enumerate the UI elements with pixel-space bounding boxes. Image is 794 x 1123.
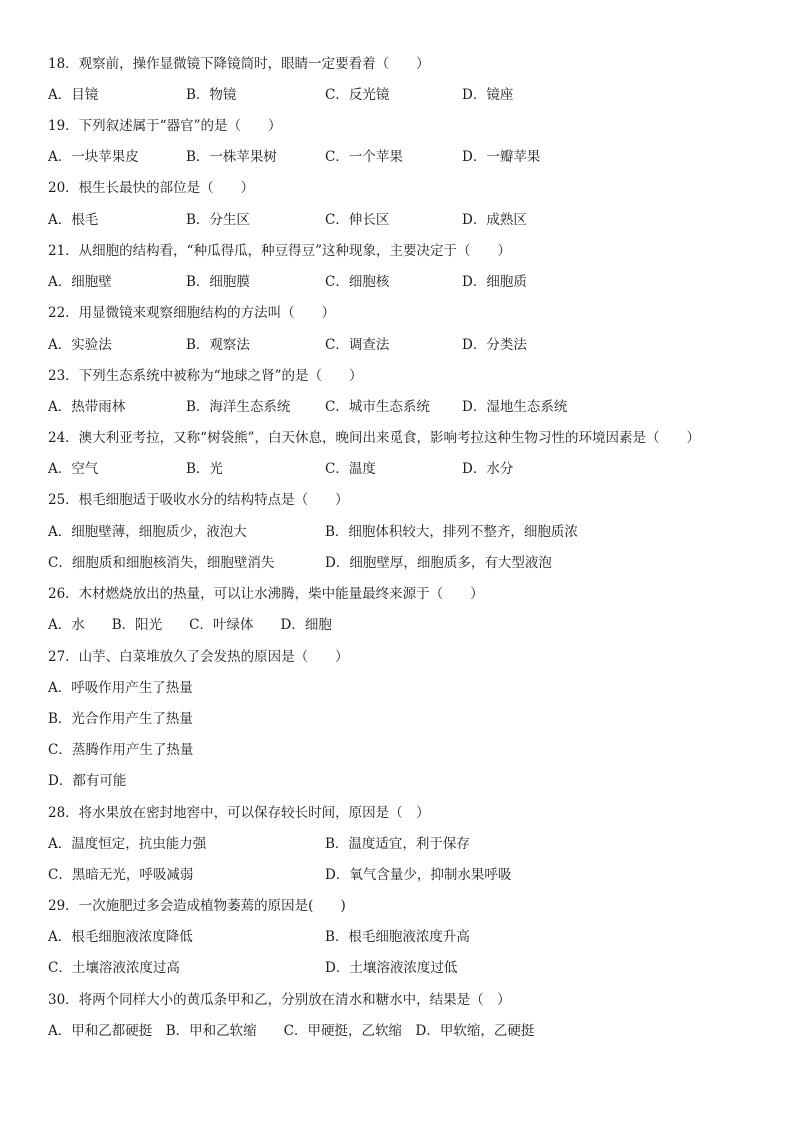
option: C．蒸腾作用产生了热量 — [48, 742, 194, 758]
option: B．一株苹果树 — [186, 149, 277, 165]
option-row-inline: A．甲和乙都硬挺 B．甲和乙软缩 C．甲硬挺，乙软缩 D．甲软缩，乙硬挺 — [48, 1023, 535, 1039]
option: A．空气 — [48, 461, 99, 477]
option: D．镜座 — [462, 87, 514, 103]
option: B．根毛细胞液浓度升高 — [325, 929, 470, 945]
option: C．伸长区 — [325, 212, 390, 228]
question-stem: 18．观察前，操作显微镜下降镜筒时，眼睛一定要看着（ ） — [48, 56, 430, 72]
option: C．温度 — [325, 461, 376, 477]
option: A．根毛 — [48, 212, 99, 228]
option: D．氧气含量少，抑制水果呼吸 — [325, 867, 512, 883]
question-stem: 24．澳大利亚考拉，又称“树袋熊”，白天休息，晚间出来觅食，影响考拉这种生物习性的环境因素是（ ） — [48, 430, 700, 446]
option: A．温度恒定，抗虫能力强 — [48, 836, 207, 852]
option: B．观察法 — [186, 337, 250, 353]
option: C．细胞核 — [325, 274, 390, 290]
question-stem: 23．下列生态系统中被称为“地球之肾”的是（ ） — [48, 368, 363, 384]
question-stem: 30．将两个同样大小的黄瓜条甲和乙，分别放在清水和糖水中，结果是（ ） — [48, 992, 511, 1008]
option: A．细胞壁薄，细胞质少，液泡大 — [48, 524, 247, 540]
question-stem: 26．木材燃烧放出的热量，可以让水沸腾，柴中能量最终来源于（ ） — [48, 586, 484, 602]
option: B．海洋生态系统 — [186, 399, 291, 415]
option: D．水分 — [462, 461, 514, 477]
option: A．一块苹果皮 — [48, 149, 139, 165]
option: A．实验法 — [48, 337, 112, 353]
option: B．温度适宜，利于保存 — [325, 836, 470, 852]
option: B．物镜 — [186, 87, 237, 103]
option: C．调查法 — [325, 337, 390, 353]
question-stem: 28．将水果放在密封地窖中，可以保存较长时间，原因是（ ） — [48, 805, 430, 821]
question-stem: 19．下列叙述属于“器官”的是（ ） — [48, 118, 282, 134]
option: A．呼吸作用产生了热量 — [48, 680, 193, 696]
option-row-inline: A．水 B．阳光 C．叶绿体 D．细胞 — [48, 617, 332, 633]
option: A．热带雨林 — [48, 399, 126, 415]
option: D．细胞壁厚，细胞质多，有大型液泡 — [325, 555, 552, 571]
option: B．分生区 — [186, 212, 250, 228]
option: D．都有可能 — [48, 773, 127, 789]
question-stem: 27．山芋、白菜堆放久了会发热的原因是（ ） — [48, 649, 349, 665]
option: D．一瓣苹果 — [462, 149, 541, 165]
option: D．湿地生态系统 — [462, 399, 568, 415]
question-stem: 21．从细胞的结构看，“种瓜得瓜，种豆得豆”这种现象，主要决定于（ ） — [48, 243, 511, 259]
option: C．细胞质和细胞核消失，细胞壁消失 — [48, 555, 275, 571]
option: C．城市生态系统 — [325, 399, 430, 415]
option: D．细胞质 — [462, 274, 527, 290]
question-stem: 25．根毛细胞适于吸收水分的结构特点是（ ） — [48, 492, 349, 508]
option: B．光合作用产生了热量 — [48, 711, 193, 727]
question-stem: 22．用显微镜来观察细胞结构的方法叫（ ） — [48, 305, 336, 321]
question-stem: 29．一次施肥过多会造成植物萎蔫的原因是( ) — [48, 898, 346, 914]
option: A．细胞壁 — [48, 274, 112, 290]
question-stem: 20．根生长最快的部位是（ ） — [48, 180, 255, 196]
option: B．光 — [186, 461, 223, 477]
option: B．细胞体积较大，排列不整齐，细胞质浓 — [325, 524, 578, 540]
option: D．分类法 — [462, 337, 527, 353]
option: A．根毛细胞液浓度降低 — [48, 929, 193, 945]
option: A．目镜 — [48, 87, 99, 103]
option: C．一个苹果 — [325, 149, 403, 165]
option: C．土壤溶液浓度过高 — [48, 960, 180, 976]
option: B．细胞膜 — [186, 274, 250, 290]
option: D．成熟区 — [462, 212, 527, 228]
option: C．反光镜 — [325, 87, 390, 103]
option: C．黑暗无光，呼吸减弱 — [48, 867, 194, 883]
option: D．土壤溶液浓度过低 — [325, 960, 458, 976]
